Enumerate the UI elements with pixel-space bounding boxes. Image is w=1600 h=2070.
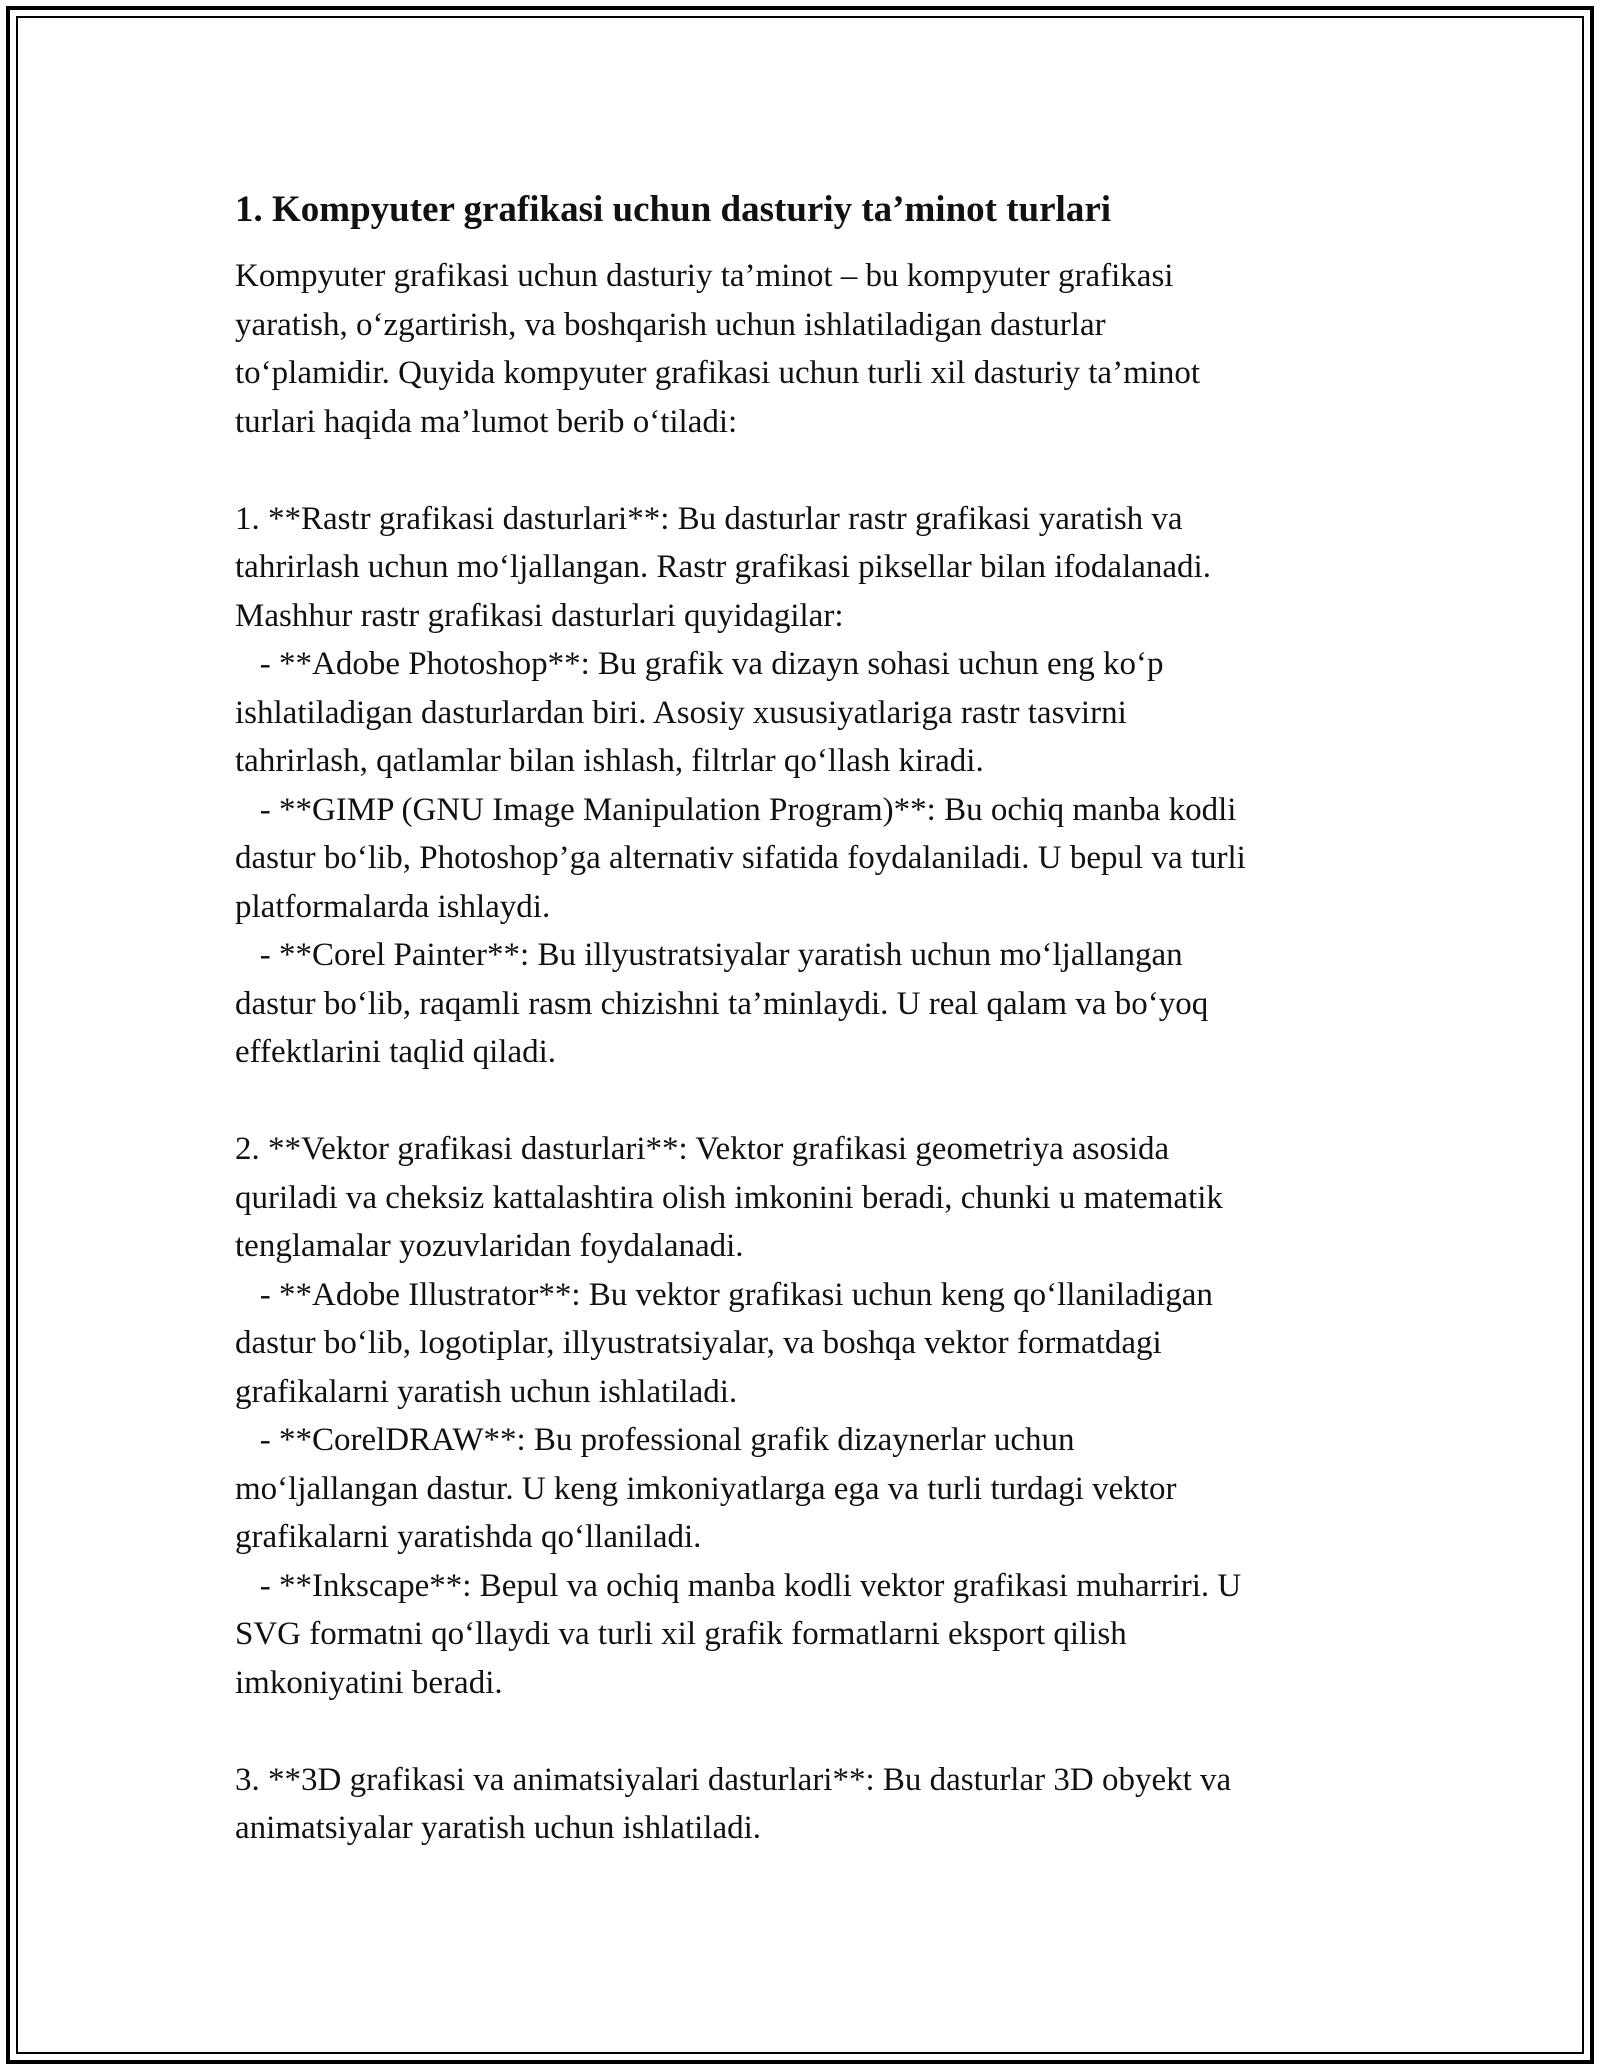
paragraph-spacer <box>235 1077 1375 1126</box>
text-line: tahrirlash uchun mo‘ljallangan. Rastr grafikasi piksellar bilan ifodalanadi. <box>235 549 1211 585</box>
text-line: 3. **3D grafikasi va animatsiyalari dasturlari**: Bu dasturlar 3D obyekt va <box>235 1761 1232 1798</box>
text-line: dastur bo‘lib, Photoshop’ga alternativ sifatida foydalaniladi. U bepul va turli <box>235 840 1246 876</box>
text-line: effektlarini taqlid qiladi. <box>235 1034 557 1070</box>
text-line: - **Adobe Illustrator**: Bu vektor grafikasi uchun keng qo‘llaniladigan <box>235 1276 1213 1313</box>
paragraph-spacer <box>235 446 1375 495</box>
text-line: - **GIMP (GNU Image Manipulation Program)**: Bu ochiq manba kodli <box>235 791 1237 828</box>
text-line: - **CorelDRAW**: Bu professional grafik dizaynerlar uchun <box>235 1422 1075 1458</box>
paragraph-spacer <box>235 1707 1375 1756</box>
document-body <box>235 186 1375 1853</box>
text-line: Kompyuter grafikasi uchun dasturiy ta’minot – bu kompyuter grafikasi <box>235 258 1174 294</box>
text-line: animatsiyalar yaratish uchun ishlatiladi. <box>235 1810 762 1846</box>
text-line: grafikalarni yaratish uchun ishlatiladi. <box>235 1373 738 1410</box>
text-line: ishlatiladigan dasturlardan biri. Asosiy xususiyatlariga rastr tasvirni <box>235 694 1127 731</box>
text-line: imkoniyatini beradi. <box>235 1664 503 1701</box>
text-line: turlari haqida ma’lumot berib o‘tiladi: <box>235 403 738 440</box>
text-line: - **Adobe Photoshop**: Bu grafik va dizayn sohasi uchun eng ko‘p <box>235 646 1164 682</box>
section-raster <box>235 495 1375 1077</box>
document-heading: 1. Kompyuter grafikasi uchun dasturiy ta’minot turlari <box>235 189 1112 230</box>
text-line: tenglamalar yozuvlaridan foydalanadi. <box>235 1228 744 1264</box>
text-line: 2. **Vektor grafikasi dasturlari**: Vektor grafikasi geometriya asosida <box>235 1131 1170 1167</box>
text-line: mo‘ljallangan dastur. U keng imkoniyatlarga ega va turli turdagi vektor <box>235 1470 1177 1507</box>
section-3d <box>235 1756 1375 1853</box>
text-line: grafikalarni yaratishda qo‘llaniladi. <box>235 1519 702 1555</box>
text-line: dastur bo‘lib, logotiplar, illyustratsiyalar, va boshqa vektor formatdagi <box>235 1325 1162 1361</box>
text-line: platformalarda ishlaydi. <box>235 888 551 925</box>
section-vector <box>235 1125 1375 1707</box>
text-line: Mashhur rastr grafikasi dasturlari quyidagilar: <box>235 597 844 634</box>
text-line: - **Inkscape**: Bepul va ochiq manba kodli vektor grafikasi muharriri. U <box>235 1567 1242 1604</box>
intro-paragraph <box>235 252 1375 446</box>
text-line: to‘plamidir. Quyida kompyuter grafikasi uchun turli xil dasturiy ta’minot <box>235 355 1201 391</box>
text-line: quriladi va cheksiz kattalashtira olish imkonini beradi, chunki u matematik <box>235 1179 1223 1216</box>
text-line: SVG formatni qo‘llaydi va turli xil grafik formatlarni eksport qilish <box>235 1616 1127 1652</box>
text-line: dastur bo‘lib, raqamli rasm chizishni ta’minlaydi. U real qalam va bo‘yoq <box>235 985 1209 1022</box>
text-line: yaratish, o‘zgartirish, va boshqarish uchun ishlatiladigan dasturlar <box>235 306 1106 343</box>
text-line: - **Corel Painter**: Bu illyustratsiyalar yaratish uchun mo‘ljallangan <box>235 937 1183 973</box>
text-line: 1. **Rastr grafikasi dasturlari**: Bu dasturlar rastr grafikasi yaratish va <box>235 500 1183 537</box>
text-line: tahrirlash, qatlamlar bilan ishlash, filtrlar qo‘llash kiradi. <box>235 743 984 779</box>
